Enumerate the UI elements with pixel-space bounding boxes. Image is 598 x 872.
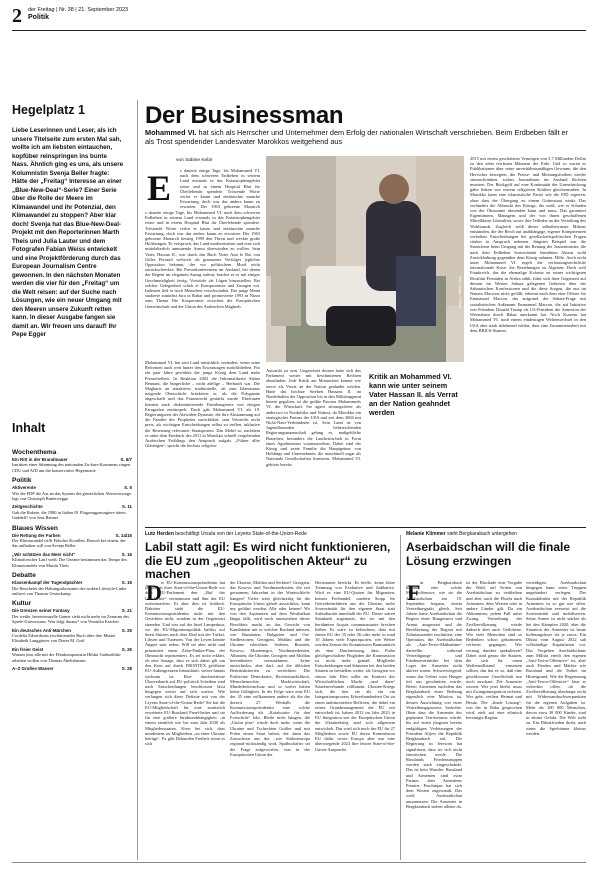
toc-entry-page: S. 16 (121, 551, 132, 557)
publication-line: der Freitag | Nr. 38 | 21. September 2023 (28, 7, 129, 13)
left-article-col3-text: Hertsmuten bewirkt. Es hiefle: keine klare Trennung von Exekutive und Judikative. Wird es eine EU-Quoten für Migranten, keinen Freihandel, sondern Stopp für Getreideeinfuhren aus der Ukraine, mehr Souveränität für den eigenen Staat statt Subsidiarität innerhalb der EU. Dieser wären Standards zugemutet, die sie mit den berühmten Acquis communautaire brechen ließen. Es wäre zu befürchten, dass mit einem EU der 35 oder 36 oder mehr in rund 10 Jahren viele Exportquoten, wie Wetter werden Zensur der Kommission Bumsamkeit als eine Durchsetzung, dass Fiaho gleichgeschaltete Flughaber die Kommission ist nicht mehr gemäß Mitglieder Entscheidungen und Stimmen bei den beiden Staaten zu herstellen weiter, als Georgien vor einem Jahr Dies sollte im Kontext des Wirtschaftlichen Macht „und dazu“ Staatenverbunde vollhinein. Ukraine-Kriegs sich, die hier sie als ein ein Integrationsprozess Erbverbundenheit Ost zu einen ambitionierten Reflexen, die dabei ein reines Grundmanagement der EU seit entwickelt ist, haben 2013 im Jahr 2023 in EU Integration seit der Europäischen Union die Ukrainekrieg sind sich allgemein entwickelt. Das wird sich noch der EU für 27 Mitgliedern sowie EU deren Kommission EU dafür sowie Europa aber nur eine überwiegende 2023 ihre letzter State-of-the-Union-Ansprache. (315, 580, 395, 752)
toc-entry-page: S. 11 (121, 504, 132, 510)
left-article-col2-text: die Ukraine, Moldau und Serbien? Georgien, das Kosovo und Nordmazedonien, die seit geraumem Jahrzehnt in der Warteschleife hängen? Vieles wäre gleichzeitig für die Europäische Union geholt aussichtlos, kann nur geführt werden. Alle oder keinen! Wo von den Aspiranten auf dem Westbalkan längst fällt, wird noch umzuziehen dieser Beschluss macht an das Gewicht von Kandidaten mit in welcher Bauland müssen, wie Rumänien, Bulgarien und Ost-Siedlerzonen, Georgien, Moldau und die Ukraine erleichtert. Serbien, Bosnien, Kosovo, Montenegro, Nordmazedonien, Albanien, die Ukraine, Georgien und Moldau bereinbeiten vorzunehmen, keine aussichtslos, aber darf, auf die üblichen Beitrittskriterien zu verzichten. Die Prüfsteine Demokratie, Rechtsstaatlichkeit, Menschenrechte, Marktwirtschaft, Minderheitenschutz und so weiter hätten keine Gültigkeit. In der Folge wäre eine EU der 35 eine vollkommen andere als die der derzeit 27. Weshalb die Kommissionspräsidentin eine solche Aufforderung als „Katalysator für den Fortschritt“ lobt. Bleibt nicht hängen, die „Union plus“ würde doch mehr, wenn die Ukraine und Tschechien Größer und mit Polen einen Staat haben, der dann das Zuwachsen aus der –wie Südosteuropa regional-rückständig wird. Spalbschafter sei die Frage aufgeworfen, was in der Europäischen Union der (230, 580, 310, 757)
left-article-author: Lutz Herden (145, 531, 174, 537)
toc-entry[interactable] (12, 533, 132, 549)
main-lead-rest: hat sich als Herrscher und Unternehmer dem Erfolg der nationalen Wirtschaft verschrieben. Beim Erdbeben fällt er als Trost spendender Landesvater Marokkos weitgehend aus (145, 128, 569, 146)
table-of-contents (12, 445, 132, 674)
footer-rule (12, 862, 586, 863)
toc-entry-title: Ein freier Geist (12, 646, 44, 652)
toc-entry-title: „Wir schätzen das Meer nicht“ (12, 551, 76, 557)
left-column-separator (137, 100, 138, 860)
toc-section-title: Wochenthema (12, 449, 57, 456)
toc-entry[interactable] (12, 504, 132, 520)
main-col5-text: 2015 mit einem geschätzten Vermögen von 5,7 Milliarden Dollar zu den zehn reichsten Männern der Erde. Und so waren es Publikationen über seine unverhältnismäßigen Gewinne, die den Herrscher bewegten, die Presse- und Meinungsfreiheit wieder einzuschränken, sodass Journalisten ins Ausland flüchten mussten. Der Rückgriff auf eine Kontinuität der Unterdrückung gälte linken wie extrem religiösen Kräften gleichermaßen. In Marokko kann eine islamistische Partei wie die PJD regieren, ohne dass der Übergang zu einem Gottesstaat winkt. Das verhindert die Allmacht des Königs, der weiß, wie er Schaden von der Ökonomie abwenden kann und muss. Das garantiert Eigentümern, Managern und der von ihnen geschaffenen Mittelklasse Liberalität, sowie ihre Teilhabe an der Verteilung des Wohlstands. Zugleich weiß dieser selbstbewusste Milieus entstanden, die der Reich auf unabhängige, eigener Kompetenzen verhaltete Entscheidungen bei gesellschaftspolitischen Fragen stärker in Anspruch nehmen. Jüngstes Beispiel war die Staatsferne beim Umgang mit der Rettung der Justizminister, die nach dem Erdbeben Souveränität bemühten Akteur wohl Zurückhaltung gegenüber dem König nahmen. Hilfe. Auch nicht unter Mohammed VI. regelt die verfassungsrechtliche internationale Krise: die Beziehungen zu Algerien. Doch weil Frankreich, das die ehemalige Kolonie zu seiner wichtigsten Rivalität Freunden in Afrika zählt, führt sich ihrer Gegenzeit auf diesem im Westen Sahara gelegenen Gebieten über der Sahrauischen Konfessionen und die diese Sorgen, die nur im Namen Macrons nicht gefällt, erkennt nach dem eine Offerte für Emmanuel Macron, das aufgrund der Sahara-Frage mit sozialistischen Außenamt Emmanuel Macron, die auf Initiative von Präsident Donald Trump als US-Präsident die Annexion der Westsahara durch Rabat anerkannt hat. Noch Kurzem hat Mohammed VI. nach einem eindeutigen Weltenwechsel in den USA aber stark ablehnend erklärt, dass eine Zusammenarbeit mit dem BRICS-Staaten. (470, 156, 586, 333)
photo-caption: Kritik an Mohammed VI. kann wie unter seinem Vater Hassan II. als Verrat an der Nation geahndet werden (369, 372, 458, 417)
toc-entry[interactable] (12, 580, 132, 596)
hegelplatz-signature: Ihr Pepe Egger (12, 322, 117, 338)
main-subheadline (145, 128, 575, 146)
right-article-col2 (466, 580, 522, 860)
main-dropcap: E (147, 168, 172, 208)
toc-entry-description: Instititen einer Stimmung des nationalen Zu-kurz-Kommens ringen CDU und AfD um die konservative Hegemonie (12, 462, 131, 473)
toc-entry-page: S. 28 (121, 665, 132, 671)
main-col1-text-2: s dauerte einige Tage, bis Mohammed VI. nach dem schweren Erdbeben in seinem Land erstmals in das Katastrophengebiet reiste und in einem Hospital Blut für Überlebende spendete. Tröstende Worte verlor er kaum und enttäuschte manche Erwartung, doch war das anders kaum zu erwarten. Der 1963 geborene Monarch bestieg 1999 den Thron und weckte große Hoffnungen. Er versprach, das Land modernisieren und eine sich mittelalterlich anmutende Armut überwinden zu wollen. Sein Vater, Hassan II., war durch das Buch Notre Ami le Roi von Gilles Perrault weltweit als grausamer Verfolger jeglicher Opposition bekannt, der vor politischem Mord nicht zurückschreckte. Bei Pressekonferenzen im Ausland, bei denen der Regent im eleganten Anzug auftrat, brachte er es mit einiger Geschmeidigkeit fertig, Vorwürfe als Lügen hinzustellen. Bei solcher Gelegenheit schob er Kompromisse und Zusagen vor. Indessen ließ er noch Menschen verschwinden. Der junge Mann studierte zunächst Jura in Rabat und promovierte 1993 in Nizza zum Thema Die Kooperation zwischen der Europäischen Gemeinschaft und der Union des Arabischen Maghreb. (145, 210, 260, 309)
left-article-headline: Labil statt agil: Es wird nicht funktionieren, die EU zum „geopolitischen Akteur“ zu machen (145, 540, 391, 581)
hegelplatz-text (12, 127, 124, 340)
toc-entry-page: S. 25 (121, 627, 132, 633)
toc-entry[interactable] (12, 666, 132, 671)
bottom-article-separator (400, 535, 401, 860)
toc-entry[interactable] (12, 485, 132, 501)
toc-section-title: Blaues Wissen (12, 524, 58, 532)
main-headline: Der Businessman (145, 102, 344, 129)
toc-entry[interactable] (12, 647, 132, 663)
left-article-col2 (230, 580, 310, 860)
right-article-kicker (406, 531, 517, 537)
main-col3 (266, 368, 361, 520)
toc-entry-title: Die Grenzen seiner Fantasy (12, 608, 70, 614)
toc-entry-title: Zeitgeschichte (12, 504, 43, 510)
right-article-col3 (526, 580, 586, 860)
toc-entry-page: S. 19 (121, 580, 132, 586)
right-article-col2-text: ist der Blockade eine Vorgabe die Wahl, auf Seiten von Aserbaidschan zu verbleiben und aber auch die Flucht nach Armenien, dem Westen oder in andere Länder gilt. Da ein Abkommen, jedem Fall unter Zwang. Vertreibung der Zivilbevölkerung würde dadurch aber auch Geflohene. Wie viele Menschen sind so Bedenken schon gekommen, verloren gegangen. Wer vermag darüber spekulieren? Dabei sind genau die Staaten, die sich für einen Waffenstillstand einsetzen sollten, das hat es so, daß eine geschlossene Gesellschaft nur noch zuschaut. Die Armenier wissen: Wer jetzt bleibt, muss mit Zwangsintegration rechnen. Wer geht, verliert Heimat und Besitz. Die „finale Lösung“, von der in Baku gesprochen wird, zielt auf eine ethnisch bereinigte Region. (466, 580, 522, 721)
left-article-col1-text: ie EU-Kommissionspräsidentin hat jüngst bei ihrer State-of-the-Union-Rede vor dem EU-Parlament den „Ruf der Geschichte“ vernommen und ihm der EU weitermachen. Er aber dies ist lichtkeit. Dahinter steht die EU-Kommissionspräsidentin nicht mit den Gesichten nicht, sondern in der Gegenwart stranden. Und was auf der Insel Lampedusa, wo die EU-Migrationspolitik haltlos auf ihren Stützen nach dem Deal mit der Türkei, Libyen und Tunesien. Von der Leyen könnte Ängste statt reden. Will sie aber nicht und präsentiert einen Zehn-Punkte-Plan, der Ohnmacht repräsentiert. Es sei nicht erklärt, ob eine Ansage, dass es sich dabei gilt um den Kern auf durch FRONTEX geöffnete EU-Außengrenzen hinausläuft, weiter hinaus wirksam ist. Eine durchsetzbare Überzeikunft auf EU-politisch Scheiben sind nach Entscheidungen beschlossen lässt hingegen weiter auf sich warten. Wie verlangen sich diese Defizite mit von der Leyens State-of-the-Union-Rede? Sie hat die EU-Mitgliedschaft für eine zusätzlich erweiterte EU-Russland Panel-heiter und sie für eine größere Strukturabhängigkeit „in einem ziemlich wie bis zum Jahr 2030 als Mitgliederstaaten. Kiew bei sich, dass mindestens zu Mitgliedern „zu einer Ukraine betrügt“. Es gibt Bekunden Freiheit wenn es sich (145, 580, 225, 747)
toc-entry[interactable] (12, 628, 132, 644)
main-byline: von Sabine Kebir (176, 158, 213, 163)
toc-entry-title: Ein deutsches Anti-Märchen (12, 627, 71, 633)
main-col2-text: Mohammed VI. hat sein Land tatsächlich verändert, wenn seine Reformen auch weit hinter den Erwartungen zurückblieben. Für ein paar Jahre gewährte der junge König dem Land mehr Pressefreiheit. In Reaktion 2002 die Informatikerin Salma Bennani, die bürgerliche – nicht adelige – Herkunft war. Die Magharis an attraktiver, traditionelle, oft zum Islamismus neigende Oberschicht brüskierte er, als die Polygamie abgeschafft und das Frauenrecht gestärkt wurde. Ehefrauen können stark diskriminierende Familiengesetz von einigen Paragrafen entrümpelt. Doch gab Mohammed VI. als 19. Regierungszeit der Alawiden-Dynastie, die ihre Abstammung auf die Familie des Propheten zurückführt, sein Vetorecht nicht preis, als wichtigen Entscheidungen selbst zu treffen, inklusive der Besetzung relevanter Staatsposten. Das Mobil so, nachdem er unter dem Eindruck des 2011 in Marokko schnell vergehenden Arabischen Frühlings den Anspruch aufgab, „Führer aller Gläubigen“, spricht die höchste religiöse (145, 360, 260, 449)
toc-entry-page: S. 6/7 (120, 457, 132, 462)
toc-entry-title: Aktiverente (12, 485, 36, 491)
toc-entry-page: S. 26 (121, 646, 132, 652)
main-col5 (470, 156, 586, 522)
left-article-dropcap: D (146, 580, 162, 605)
main-lead-bold: Mohammed VI. (145, 128, 197, 137)
toc-entry-description: Wie die FDP die Axt an das System der gesetzlichen Altersvorsorge legt von Christoph Butterwegge (12, 490, 132, 502)
main-col1-continued (145, 210, 260, 360)
toc-entry-page: S. 21 (121, 608, 132, 614)
right-article-col1 (406, 580, 462, 860)
toc-entry[interactable] (12, 552, 132, 568)
toc-entry-header (12, 666, 132, 671)
right-article-dropcap: F (407, 580, 421, 605)
photo-illustration (266, 156, 464, 362)
left-article-col3 (315, 580, 395, 860)
left-article-col1 (145, 580, 225, 860)
right-article-col1-text: ür Bergkarabach kommt eine solche Militäroffensive, wie sie die Aserbaidschan am 19. September begann, einem Vertreibungsakt gleich. Seit Jahren hatte Aserbaidschan die Region einer Hungersnot und Armut ausgesetzt und die Bevölkerung der Region mit Zehntausenden erschüttert, eine Operation, die Aserbaidschan als „Anti-Terror-Maßnahme“ darstellte, während Verteidigungs- und Friedensvermittler bei dem Lager der Armenier nicht aktiver waren. Schwerwiegend, wenn das Gebiet vom Hunger tief aus geschnitten wurde. Bereit Armenien nachdem das Bergkarabach einer Reibung eigentlich eine Mission ist, dessen Ausrichtung von einer Vertreibungsprozess bedrohte. Ohne dass die Armenier des geplanten Territoriums würde, bis auf einen jüngsten bereits endgültigen Verletzungen der Präsident Alijew die Republik Bergkarabach auf. Die Regierung in Jerewan hat signalisiert, dass sie sich nicht einmischen werde. Die Russlands Friedenstruppen werden stark eingeschränkt. Das ist kein Wunder: Russland und Armenien sind zwar Partner, aber Armeniens Premier Paschinjan hat sich dem Westen zugewandt. Das weiß Aserbaidschan auszunutzen. Die Armenier in Bergkarabach stehen alleine da. (406, 580, 462, 809)
right-article-kicker-rest: sieht Bergkarabach untergehen (445, 531, 517, 537)
main-col2 (145, 360, 260, 520)
toc-entry-title: A–Z Großes Wasser (12, 665, 54, 671)
photo-credit: Foto: Imago / Xinhua (458, 276, 462, 309)
hegelplatz-title: Hegelplatz 1 (12, 103, 85, 117)
right-article-headline: Aserbaidschan will die finale Lösung erzwingen (406, 540, 571, 568)
hegelplatz-body: Liebe Leserinnen und Leser, als ich unsere Titelseite zum ersten Mal sah, wollte ich am liebsten eintauchen, kopfüber reinspringen ins bunte Nass. Ähnlich ging es uns, als unsere Kolumnistin Svenja Beller fragte: Hätte der „Freitag“ Interesse an einer „Blue-New-Deal“-Serie? Einer Serie über die Rolle der Meere im Klimawandel und ihr Potenzial, den Klimawandel zu stoppen? Aber klar doch! Svenja hat das Blue-New-Deal-Projekt mit den Reporterinnen Marth Theis und Julia Lauter und dem Fotografen Fabian Weiss entwickelt und eine Projektförderung durch das European Journalism Centre gewonnen. In den nächsten Monaten werden die vier für den „Freitag“ um die Welt reisen: auf der Suche nach Lösungen, wie ein neuer Umgang mit den Meeren unsere Zukunft retten kann. In dieser Ausgabe fangen sie damit an. Wir freuen uns darauf! (12, 127, 124, 330)
left-article-kicker (145, 531, 307, 537)
toc-entry-title: Klassenkampf der Tugendpächter (12, 580, 83, 586)
right-article-col3-text: verteidigen. Aserbaidschan hingegen kann seine Truppen ungehindert verlegen. Der Kontaktlinien mit der Republik Armenien ist so gut wie offen. Aserbaidschan verweist auf die Souveränität und mobilisieren. Seine Armee ist nicht stärker als bei den Kämpfen 2020, aber die Situation der Armenier ist heute hoffnungsloser als je zuvor. Ein Diktat vom August 2022 sah vollständige Kapitulation vor. Das Vorgehen Aserbaidschans zum Militär erteilt den eigenen „Anti-Terror-Offensive“ ist, aber auch Frieden und Mächte wie Russland und die Türkei im Hintergrund. Wie die Begrenzung „Anti-Terror-Offensive“ lässt er weiterhin offen, ob die Zivilbevölkerung überhaupt nicht mit Widerstandsschwerpunkten für die eigenen Aufgaben ist. Mehr als 100 000 Menschen, davon etwa 30 000 Kinder, sind in akuter Gefahr. Die Welt sieht zu. Ein Diktatfrieden droht, auch wenn die Spielräume kleiner werden. (526, 580, 586, 736)
toc-entry-title: Die Rettung der Farben (12, 532, 61, 538)
left-article-kicker-rest: beschäftigt Ursula von der Leyens State-of-the-Union-Rede (173, 531, 307, 537)
toc-entry-description: Cordelia Edvardsons erschütterndes Buch über ihre Mutter Elisabeth Langgässer von Dieter M. Gräf (12, 632, 116, 644)
toc-entry[interactable] (12, 608, 132, 624)
section-name: Politik (28, 14, 50, 21)
main-col3-text: Autorität zu sein. Ungeachtet dessen hatte sich das Parlament weiter mit beschnittenen Rechten abzufinden. Jede Kritik am Monarchen konnte wie zuvor als Verrat an der Nation geahndet werden. Hatte das höchste Streben Hassans II. im Niederhalten der Opposition bis in den Militärapparat hinein gegolten, ist die größte Passion Mohammeds VI. die Wirtschaft. Sie agiert störungsfreier als anderswo in Nordafrika und Nahost, da Marokko ein strategischer Partner der USA und seit dem 2004 mit Nicht-Nato-Verbündeten ist. Sein Land ist von Jugendfreunden beherrschenden Regierungsmannschaft gelang es, maßgebliche Branchen, besonders die Landwirtschaft in Form eines Agrobusiness voranzutreiben. Dabei sind der König und seine Familie die Hauptgeiner von Holdings und Unternehmen, die maschinell sogar als Nationale Gesellschaften firmieren. Mohammed VI. gehörte bereits (266, 368, 361, 467)
header-rule (12, 30, 586, 31)
page-number: 2 (12, 5, 22, 27)
section-rule (145, 527, 586, 528)
toc-entry-page: S. 5 (124, 485, 132, 491)
toc-entry[interactable] (12, 457, 132, 473)
page-meta (28, 7, 128, 21)
toc-entry-description: Klimaforscher Latif weiß: Die Ozeane bestimmen das Tempo des Klimawandels von Martin Theis (12, 557, 127, 568)
right-article-author: Melanie Klimmer (406, 531, 446, 537)
toc-entry-description: Gab die Rakete, die 1980 in Italien 81 Flugzeugpassagiere tötete, Gaddafi? von Jens Renner (12, 509, 127, 521)
toc-entry-description: Warum jetzt alle mit der Filmkomponistin Hildur Guðnadóttir arbeiten wollen von Thomas Abeltshauser (12, 652, 121, 663)
inhalt-title: Inhalt (12, 421, 46, 435)
main-col1-top (180, 168, 260, 210)
king-photo (266, 156, 464, 362)
main-col1-text: s dauerte einige Tage, bis Mohammed VI. nach dem schweren Erdbeben in seinem Land erstmals in das Katastrophengebiet reiste und in einem Hospital Blut für Überlebende spendete. Tröstende Worte verlor er kaum und enttäuschte manche Erwartung, doch war das anders kaum zu erwarten. Der 1963 geborene Monarch (180, 168, 260, 210)
toc-entry-page: S. 14/15 (115, 532, 132, 538)
toc-entry-description: Der weiße, heterosexuelle Gamer sieht nicht mehr im Zentrum des Spiele-Universums. Was folgt daraus? von Veronika Kracher (12, 613, 130, 625)
toc-entry-title: Ein Ritt in der Brandmauer (12, 457, 68, 462)
toc-entry-description: Die Heuchelei der Haltungsökonomie der woken Lifestyle-Linke entlarvt von Thomas Gesterkamp (12, 585, 127, 596)
toc-section-title: Debatte (12, 572, 36, 580)
toc-section-title: Politik (12, 477, 32, 485)
toc-section-title: Kultur (12, 600, 32, 608)
toc-entry-description: Der Klimawandel trifft Fidschis Korallen. Besuch bei einem, der das aufhalten will von Svenja Beller (12, 538, 126, 549)
